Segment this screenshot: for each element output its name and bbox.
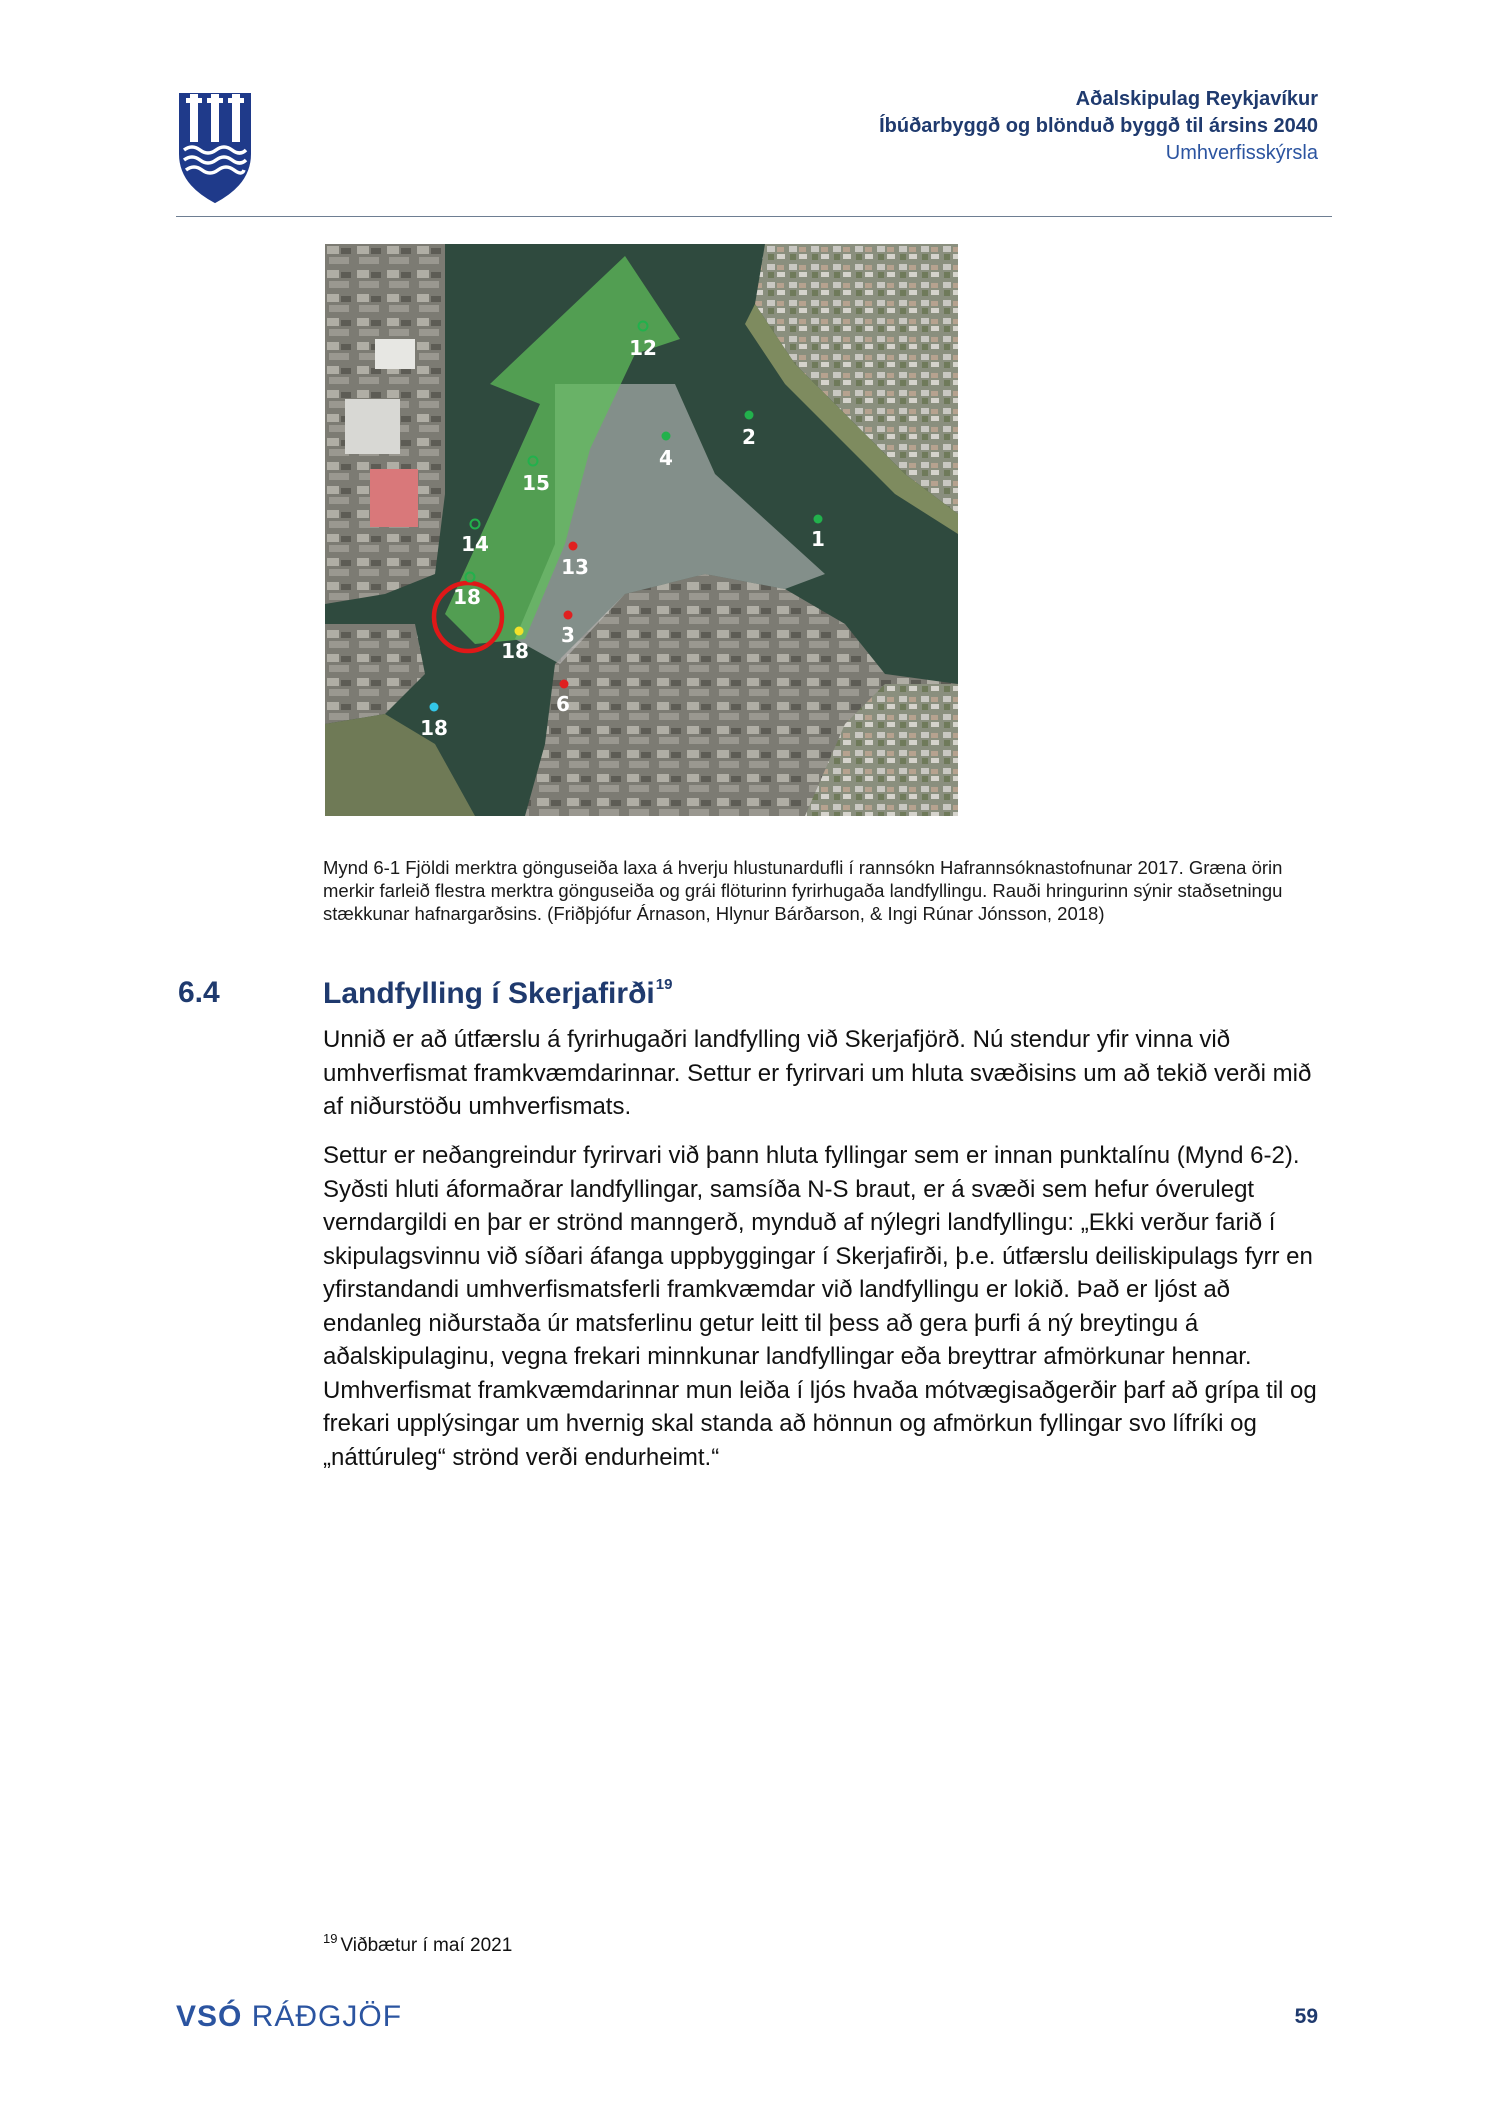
logo-bold-text: VSÓ <box>176 2000 243 2033</box>
aerial-map-figure <box>325 244 958 816</box>
footnote-number: 19 <box>323 1931 338 1946</box>
page-number: 59 <box>1294 2005 1318 2028</box>
point-6-label: 6 <box>556 692 570 716</box>
vso-radgjof-logo <box>176 2000 402 2034</box>
building-small <box>375 339 415 369</box>
body-paragraph: Unnið er að útfærslu á fyrirhugaðri landfylling við Skerjafjörð. Nú stendur yfir vinna við umhverfismat framkvæmdarinnar. Settur er fyrirvari um hluta svæðisins um að tekið verði mið af niðurstöðu umhverfismats. <box>323 1026 1312 1120</box>
point-3-marker <box>564 611 573 620</box>
point-18-circle-label: 18 <box>453 585 481 609</box>
point-6-marker <box>560 680 569 689</box>
point-3-label: 3 <box>561 623 575 647</box>
document-header <box>879 86 1318 167</box>
section-number: 6.4 <box>178 976 220 1009</box>
point-12-label: 12 <box>629 336 657 360</box>
header-subtitle: Íbúðarbyggð og blönduð byggð til ársins 2040 <box>879 115 1318 137</box>
section-title-text: Landfylling í Skerjafirði <box>323 977 655 1010</box>
header-document-type: Umhverfisskýrsla <box>1165 142 1318 164</box>
reykjavik-crest-logo <box>178 92 252 204</box>
point-14-label: 14 <box>461 532 489 556</box>
point-2-marker <box>745 411 754 420</box>
warehouse-red <box>370 469 418 527</box>
header-title: Aðalskipulag Reykjavíkur <box>1075 88 1318 110</box>
footnote-reference[interactable]: 19 <box>655 976 673 993</box>
point-4-marker <box>662 432 671 441</box>
warehouse-white <box>345 399 400 454</box>
header-divider <box>176 216 1332 217</box>
point-1-label: 1 <box>811 527 825 551</box>
point-2-label: 2 <box>742 425 756 449</box>
section-title <box>323 976 672 1011</box>
point-13-marker <box>569 542 578 551</box>
point-13-label: 13 <box>561 555 589 579</box>
point-18-cyan-label: 18 <box>420 716 448 740</box>
logo-light-text: RÁÐGJÖF <box>251 2000 403 2033</box>
figure-caption: Mynd 6-1 Fjöldi merktra gönguseiða laxa á hverju hlustunardufli í rannsókn Hafrannsóknastofnunar 2017. Græna örin merkir farleið flestra merktra gönguseiða og grái flöturinn fyrirhugaða landfyllingu. Rauði hringurinn sýnir staðsetningu stækkunar hafnargarðsins. (Friðþjófur Árnason, Hlynur Bárðarson, & Ingi Rúnar Jónsson, 2018) <box>323 857 1283 924</box>
footnote <box>323 1931 512 1957</box>
point-18-yellow-label: 18 <box>501 639 529 663</box>
footnote-text: Viðbætur í maí 2021 <box>340 1935 513 1956</box>
point-1-marker <box>814 515 823 524</box>
point-4-label: 4 <box>659 446 673 470</box>
body-paragraph: Settur er neðangreindur fyrirvari við þann hluta fyllingar sem er innan punktalínu (Mynd 6-2). Syðsti hluti áformaðrar landfyllingar, samsíða N-S braut, er á svæði sem hefur óverulegt verndargildi en þar er strönd manngerð, mynduð af nýlegri landfyllingu: „Ekki verður farið í skipulagsvinnu við síðari áfanga uppbyggingar í Skerjafirði, þ.e. útfærslu deiliskipulags fyrr en yfirstandandi umhverfismatsferli framkvæmdar við landfyllingu er lokið. Það er ljóst að endanleg niðurstaða úr matsferlinu getur leitt til þess að gera þurfi á ný breytingu á aðalskipulaginu, vegna frekari minnkunar landfyllingar eða breyttrar afmörkunar hennar. Umhverfismat framkvæmdarinnar mun leiða í ljós hvaða mótvægisaðgerðir þarf að grípa til og frekari upplýsingar um hvernig skal standa að hönnun og afmörkun fyllingar svo lífríki og „náttúruleg“ strönd verði endurheimt.“ <box>323 1142 1317 1471</box>
point-18-yellow-marker <box>515 627 524 636</box>
point-18-cyan-marker <box>430 703 439 712</box>
point-15-label: 15 <box>522 471 550 495</box>
